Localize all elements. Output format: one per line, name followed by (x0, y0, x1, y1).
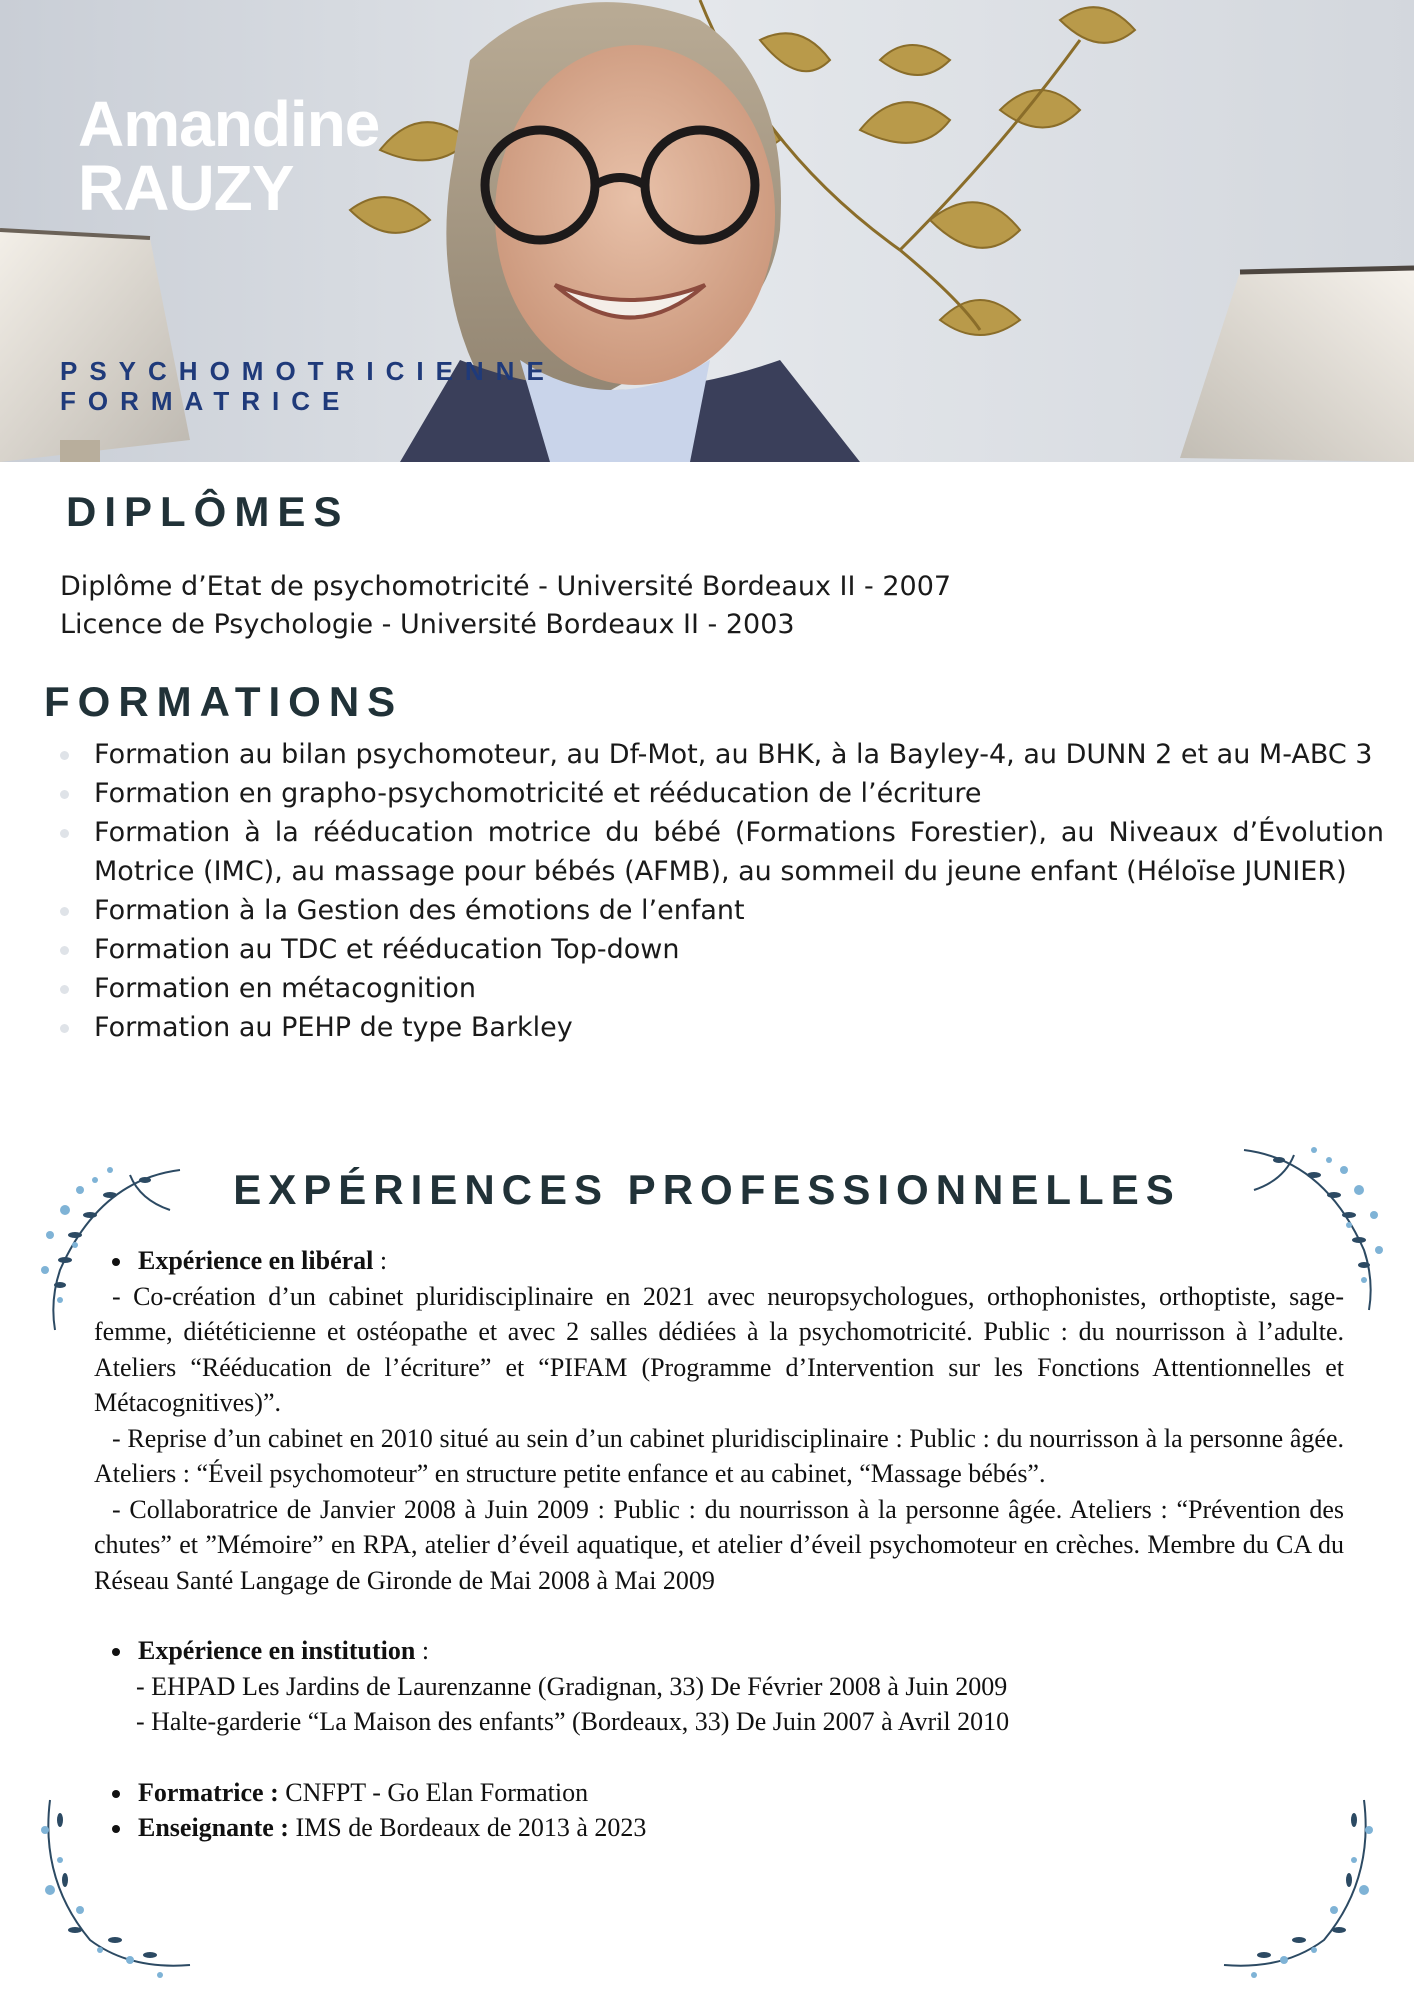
experience-paragraph: - Co-création d’un cabinet pluridisciplinaire en 2021 avec neuropsychologues, orthophonistes, orthoptiste, sage-femme, diététicienne et ostéopathe et avec 2 salles dédiées à la psychomotricité. Public : du nourrisson à l’adulte. Ateliers “Rééducation de l’écriture” et “PIFAM (Programme d’Intervention sur les Fonctions Attentionnelles et Métacognitives)”. (94, 1281, 1344, 1417)
formation-item: Formation au bilan psychomoteur, au Df-Mot, au BHK, à la Bayley-4, au DUNN 2 et au M-ABC 3 (60, 735, 1384, 774)
enseignante-value: IMS de Bordeaux de 2013 à 2023 (288, 1813, 647, 1842)
formation-item: Formation au TDC et rééducation Top-down (60, 930, 1384, 969)
diplome-item: Licence de Psychologie - Université Bordeaux II - 2003 (60, 609, 795, 640)
experience-liberal-suffix: : (373, 1246, 388, 1275)
job-title (60, 356, 556, 416)
formation-item: Formation en métacognition (60, 969, 1384, 1008)
section-title-experiences: EXPÉRIENCES PROFESSIONNELLES (233, 1166, 1181, 1213)
institution-item: - Halte-garderie “La Maison des enfants” (Bordeaux, 33) De Juin 2007 à Avril 2010 (136, 1707, 1010, 1736)
experience-institution-heading (94, 1633, 1344, 1669)
experience-institution-label: Expérience en institution (138, 1636, 416, 1665)
section-title-formations: FORMATIONS (44, 678, 404, 725)
formatrice-line (94, 1775, 1344, 1811)
header-photo (0, 0, 1414, 462)
formation-item: Formation en grapho-psychomotricité et rééducation de l’écriture (60, 774, 1384, 813)
formation-item: Formation au PEHP de type Barkley (60, 1008, 1384, 1047)
floral-decoration-bottom-left-icon (20, 1790, 200, 1980)
first-name: Amandine (78, 88, 380, 160)
job-title-line-2: FORMATRICE (60, 386, 352, 416)
formatrice-label: Formatrice : (138, 1777, 279, 1807)
formations-list (60, 735, 1384, 1047)
floral-decoration-bottom-right-icon (1214, 1790, 1394, 1980)
diplome-item: Diplôme d’Etat de psychomotricité - Université Bordeaux II - 2007 (60, 571, 952, 602)
experience-institution-suffix: : (415, 1636, 430, 1665)
floral-decoration-top-right-icon (1224, 1130, 1404, 1320)
job-title-line-1: PSYCHOMOTRICIENNE (60, 356, 556, 386)
enseignante-label: Enseignante : (138, 1813, 289, 1842)
experiences-content (94, 1243, 1344, 1846)
diplomes-list (60, 568, 951, 644)
formation-item: Formation à la rééducation motrice du bébé (Formations Forestier), au Niveaux d’Évolution Motrice (IMC), au massage pour bébés (AFMB), au sommeil du jeune enfant (Héloïse JUNIER) (60, 813, 1384, 891)
enseignante-line (94, 1810, 1344, 1846)
formation-item: Formation à la Gestion des émotions de l’enfant (60, 891, 1384, 930)
last-name: RAUZY (78, 152, 294, 224)
experience-paragraph: - Reprise d’un cabinet en 2010 situé au sein d’un cabinet pluridisciplinaire : Public : du nourrisson à la personne âgée. Ateliers : “Éveil psychomoteur” en structure petite enfance et au cabinet, “Massage bébés”. (94, 1423, 1344, 1488)
person-name (78, 88, 380, 224)
institution-item: - EHPAD Les Jardins de Laurenzanne (Gradignan, 33) De Février 2008 à Juin 2009 (136, 1671, 1008, 1701)
experience-liberal-label: Expérience en libéral (138, 1246, 374, 1275)
floral-decoration-top-left-icon (20, 1150, 200, 1340)
experience-paragraph: - Collaboratrice de Janvier 2008 à Juin 2009 : Public : du nourrisson à la personne âgée. Ateliers : “Prévention des chutes” et ”Mémoire” en RPA, atelier d’éveil aquatique, et atelier d’éveil psychomoteur en crèches. Membre du CA du Réseau Santé Langage de Gironde de Mai 2008 à Mai 2009 (94, 1494, 1344, 1595)
formatrice-value: CNFPT - Go Elan Formation (278, 1777, 589, 1807)
section-title-diplomes: DIPLÔMES (66, 488, 350, 535)
experience-liberal-heading (94, 1243, 1344, 1279)
